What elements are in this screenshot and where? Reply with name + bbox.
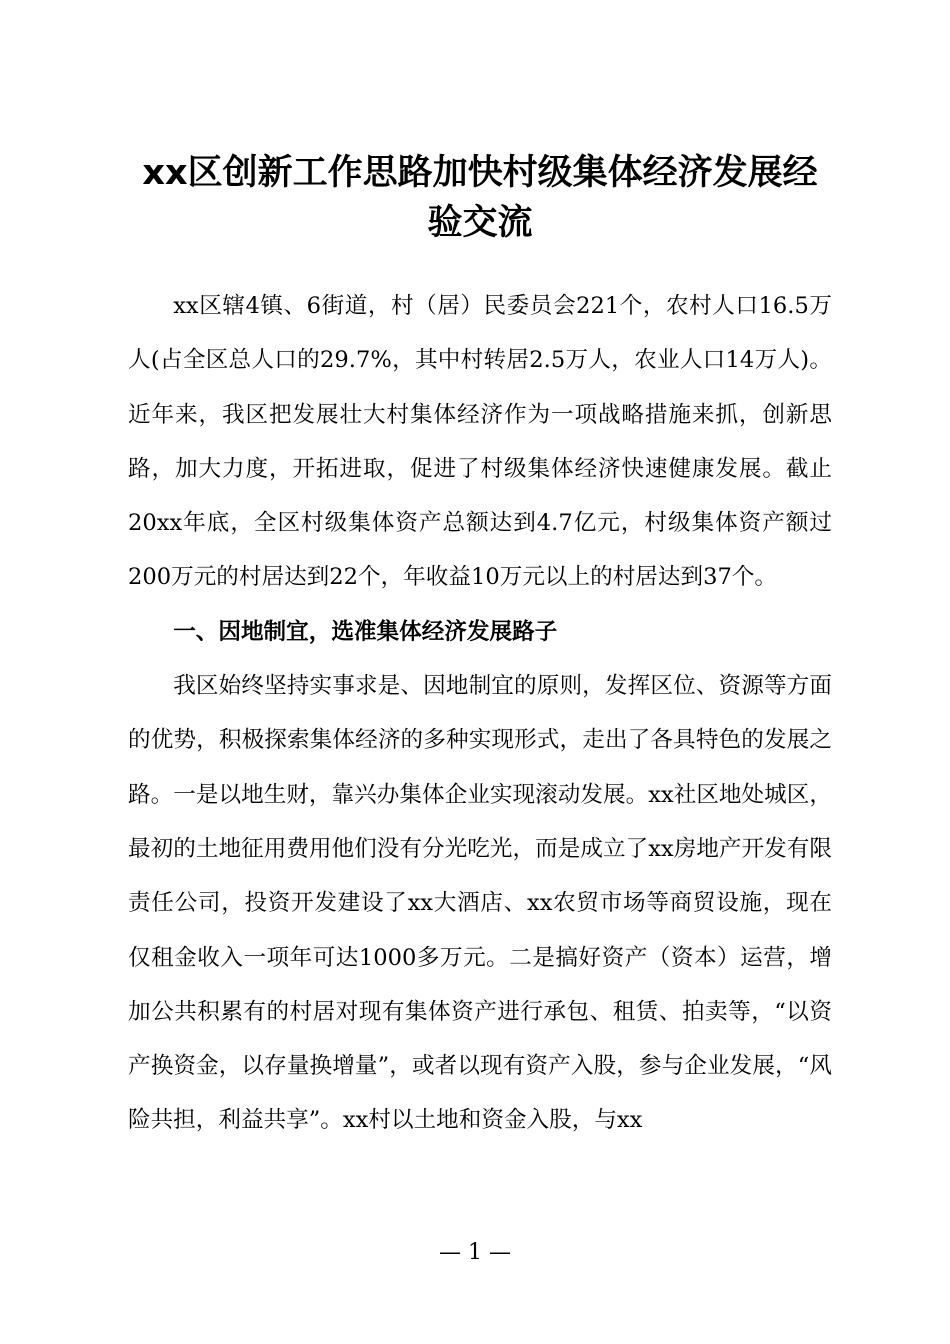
page-number: — 1 — (439, 1240, 511, 1265)
document-body (128, 279, 832, 1148)
document-title: xx区创新工作思路加快村级集体经济发展经验交流 (142, 153, 818, 243)
intro-paragraph: xx区辖4镇、6街道，村（居）民委员会221个，农村人口16.5万人(占全区总人口的29.7%，其中村转居2.5万人，农业人口14万人)。近年来，我区把发展壮大村集体经济作为一项战略措施来抓，创新思路，加大力度，开拓进取，促进了村级集体经济快速健康发展。截止20xx年底，全区村级集体资产总额达到4.7亿元，村级集体资产额过200万元的村居达到22个，年收益10万元以上的村居达到37个。 (128, 293, 832, 591)
section-paragraph: 我区始终坚持实事求是、因地制宜的原则，发挥区位、资源等方面的优势，积极探索集体经济的多种实现形式，走出了各具特色的发展之路。一是以地生财，靠兴办集体企业实现滚动发展。xx社区地处城区，最初的土地征用费用他们没有分光吃光，而是成立了xx房地产开发有限责任公司，投资开发建设了xx大酒店、xx农贸市场等商贸设施，现在仅租金收入一项年可达1000多万元。二是搞好资产（资本）运营，增加公共积累有的村居对现有集体资产进行承包、租赁、拍卖等，“以资产换资金，以存量换增量”，或者以现有资产入股，参与企业发展，“风险共担，利益共享”。xx村以土地和资金入股，与xx (128, 673, 832, 1134)
section-heading: 一、因地制宜，选准集体经济发展路子 (173, 618, 558, 645)
